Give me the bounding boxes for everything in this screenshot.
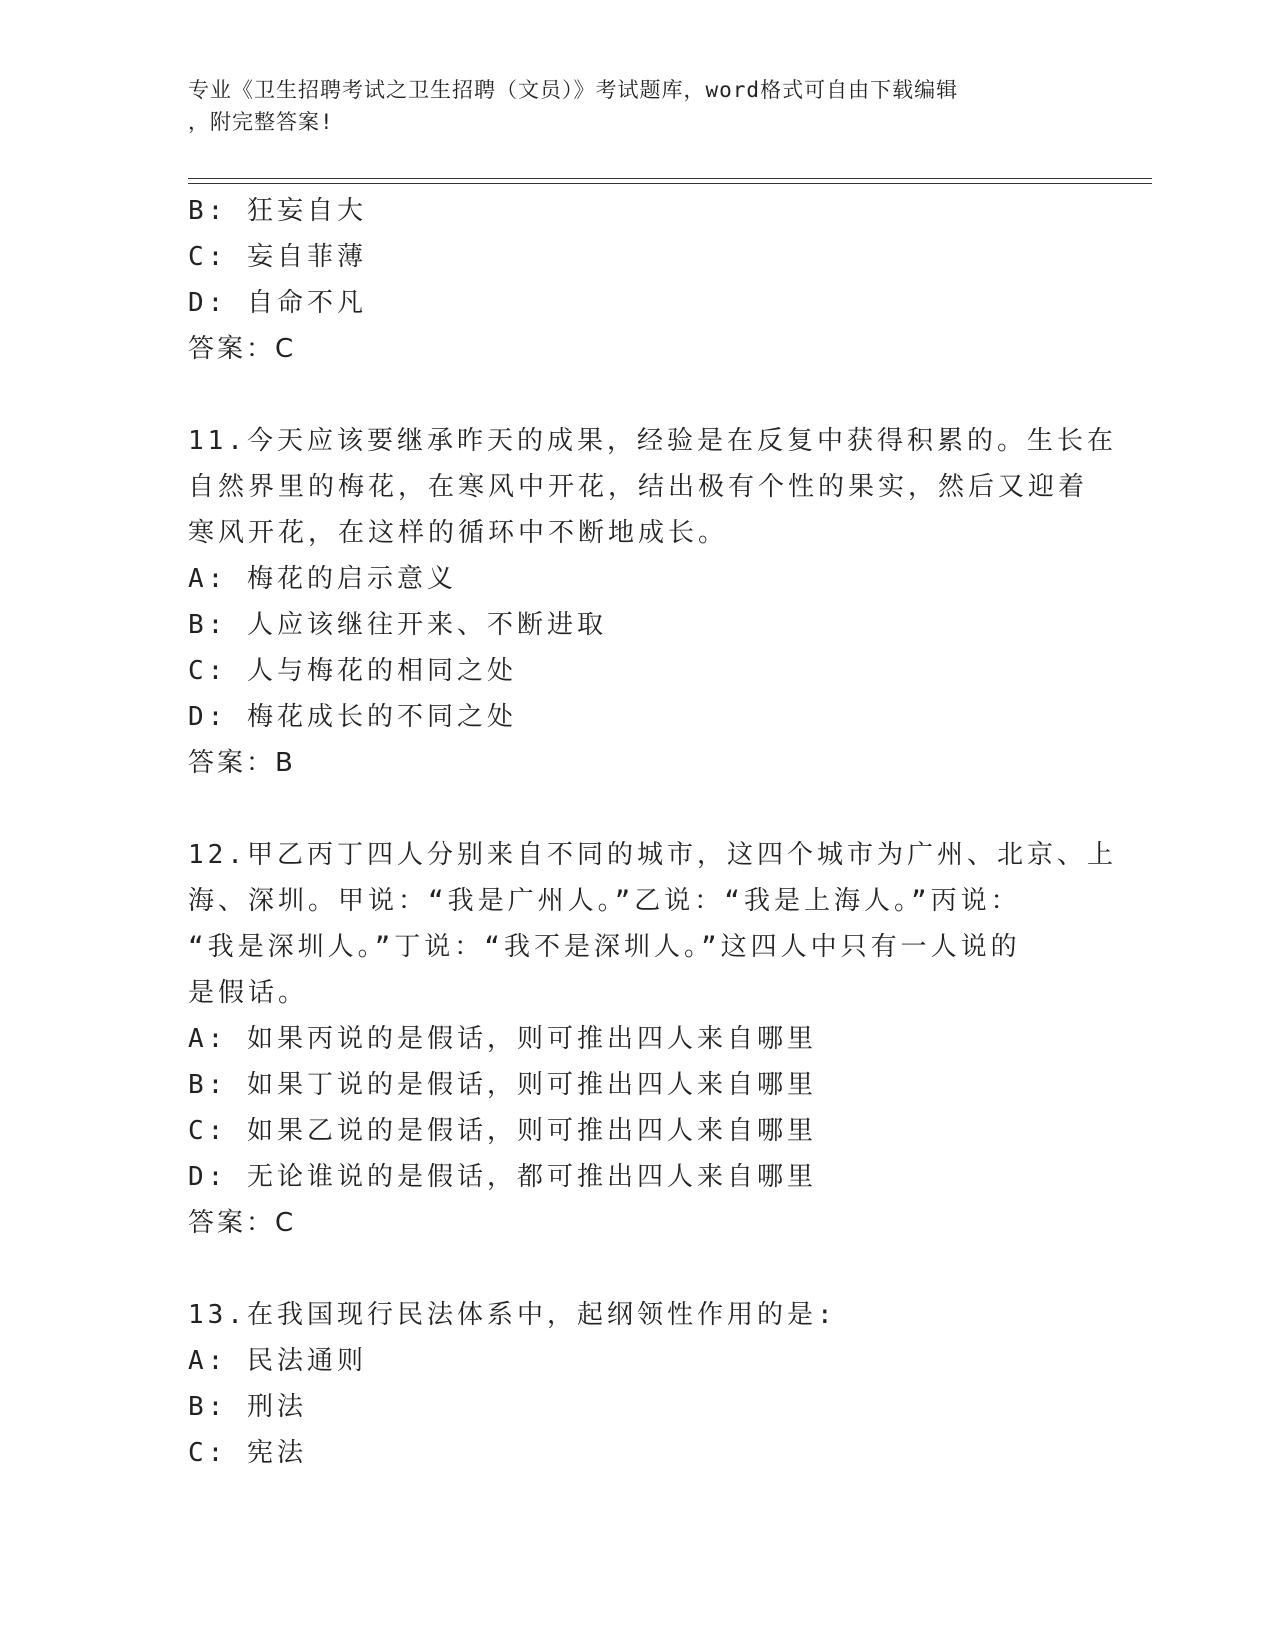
answer-option: B: 人应该继往开来、不断进取 <box>188 610 607 640</box>
question-stem-line: 13.在我国现行民法体系中，起纲领性作用的是: <box>188 1300 837 1330</box>
document-header <box>188 74 1088 138</box>
block-spacer <box>188 1246 1108 1292</box>
block-spacer <box>188 786 1108 832</box>
header-line-2: ，附完整答案! <box>188 110 334 134</box>
question-list <box>188 188 1117 1476</box>
question-stem-line: 是假话。 <box>188 978 309 1008</box>
answer-option: A: 梅花的启示意义 <box>188 564 457 594</box>
question-block <box>188 418 1117 786</box>
answer-option: D: 自命不凡 <box>188 288 367 318</box>
header-line-1: 专业《卫生招聘考试之卫生招聘（文员）》考试题库，word格式可自由下载编辑 <box>188 78 959 102</box>
answer-option: B: 狂妄自大 <box>188 196 367 226</box>
answer-option: A: 如果丙说的是假话，则可推出四人来自哪里 <box>188 1024 817 1054</box>
question-stem-line: 自然界里的梅花，在寒风中开花，结出极有个性的果实，然后又迎着 <box>188 472 1089 502</box>
header-divider-bottom <box>188 183 1152 184</box>
question-stem-line: 12.甲乙丙丁四人分别来自不同的城市，这四个城市为广州、北京、上 <box>188 840 1117 870</box>
answer-option: C: 宪法 <box>188 1438 307 1468</box>
question-stem-line: 11.今天应该要继承昨天的成果，经验是在反复中获得积累的。生长在 <box>188 426 1117 456</box>
answer-option: C: 人与梅花的相同之处 <box>188 656 517 686</box>
answer-option: C: 如果乙说的是假话，则可推出四人来自哪里 <box>188 1116 817 1146</box>
answer-option: A: 民法通则 <box>188 1346 367 1376</box>
question-block <box>188 832 1117 1246</box>
block-spacer <box>188 372 1108 418</box>
answer-key: 答案：B <box>188 748 296 778</box>
header-divider-top <box>188 178 1152 179</box>
answer-option: B: 如果丁说的是假话，则可推出四人来自哪里 <box>188 1070 817 1100</box>
answer-option: D: 梅花成长的不同之处 <box>188 702 517 732</box>
answer-key: 答案：C <box>188 334 297 364</box>
question-block <box>188 188 1108 372</box>
answer-option: C: 妄自菲薄 <box>188 242 367 272</box>
question-block <box>188 1292 1108 1476</box>
question-stem-line: “我是深圳人。”丁说：“我不是深圳人。”这四人中只有一人说的 <box>188 932 1021 962</box>
question-stem-line: 海、深圳。甲说：“我是广州人。”乙说：“我是上海人。”丙说： <box>188 886 1021 916</box>
answer-key: 答案：C <box>188 1208 297 1238</box>
answer-option: D: 无论谁说的是假话，都可推出四人来自哪里 <box>188 1162 817 1192</box>
answer-option: B: 刑法 <box>188 1392 307 1422</box>
question-stem-line: 寒风开花，在这样的循环中不断地成长。 <box>188 518 729 548</box>
